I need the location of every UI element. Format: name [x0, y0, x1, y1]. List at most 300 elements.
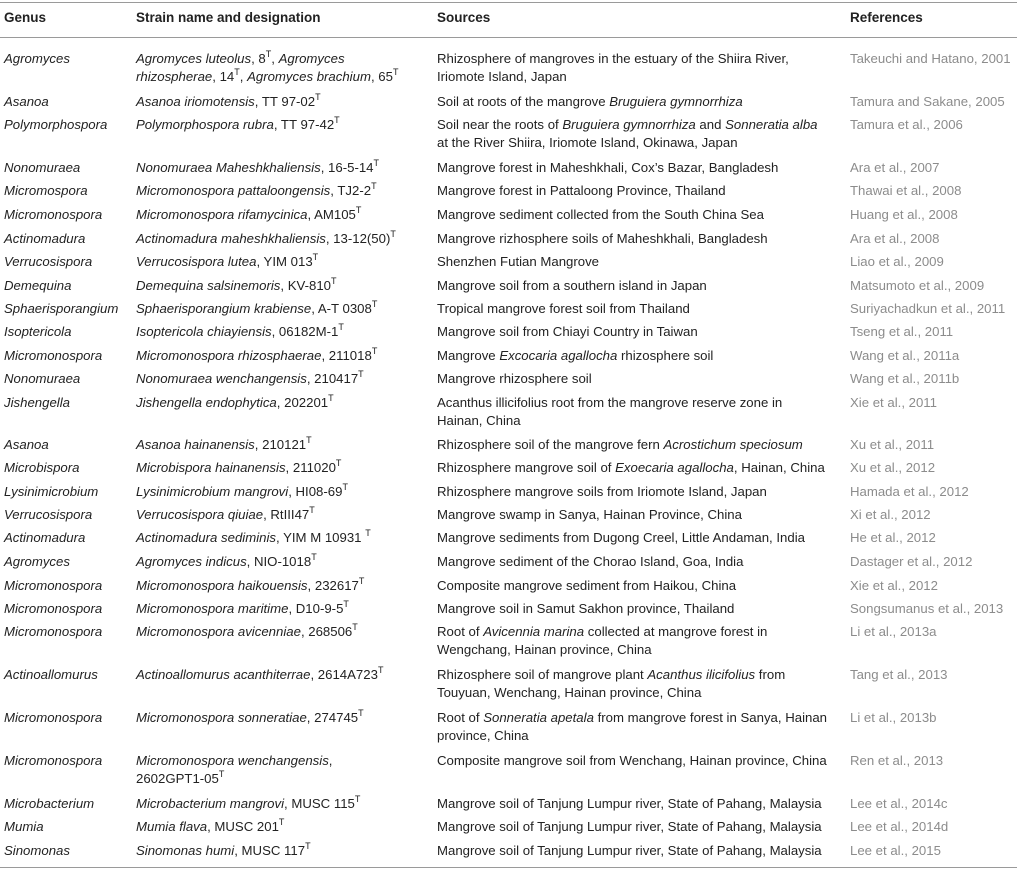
source-species: Bruguiera gymnorrhiza — [562, 117, 696, 132]
strain-line — [136, 323, 344, 341]
strain-line — [136, 842, 311, 860]
type-strain-mark: T — [328, 393, 334, 403]
reference-link[interactable]: Xie et al., 2012 — [850, 578, 938, 593]
source-line — [437, 727, 827, 745]
strain-cell — [136, 93, 321, 111]
type-strain-mark: T — [392, 67, 399, 77]
strain-cell — [136, 600, 349, 618]
species-name: Mumia flava — [136, 819, 208, 834]
species-name: Actinoallomurus acanthiterrae — [136, 667, 311, 682]
strain-line — [136, 68, 398, 86]
species-name: Polymorphospora rubra — [136, 117, 274, 132]
genus-cell: Actinomadura — [4, 231, 86, 246]
strain-line — [136, 709, 364, 727]
strain-designation: , 65 — [370, 69, 393, 84]
source-line — [437, 818, 822, 836]
strain-cell — [136, 709, 364, 727]
species-name: Micromonospora maritime — [136, 601, 289, 616]
strain-cell — [136, 347, 377, 365]
genus-cell: Sphaerisporangium — [4, 301, 119, 316]
source-text: Rhizosphere mangrove soils from Iriomote Island, Japan — [437, 484, 767, 499]
source-text: Mangrove forest in Pattaloong Province, Thailand — [437, 183, 726, 198]
source-line — [437, 323, 698, 341]
source-cell — [437, 795, 822, 813]
source-cell — [437, 529, 805, 547]
source-species: Avicennia marina — [483, 624, 585, 639]
type-strain-mark: T — [305, 841, 311, 851]
species-name: Micromonospora sonneratiae — [136, 710, 307, 725]
source-cell — [437, 159, 778, 177]
genus-cell: Verrucosispora — [4, 254, 93, 269]
genus-cell: Micromonospora — [4, 624, 103, 639]
species-name: Jishengella endophytica — [136, 395, 277, 410]
strain-cell — [136, 206, 361, 224]
strain-line — [136, 770, 332, 788]
source-text: at the River Shiira, Iriomote Island, Okinawa, Japan — [437, 135, 738, 150]
type-strain-mark: T — [352, 622, 358, 632]
genus-cell: Micromonospora — [4, 601, 103, 616]
genus-cell: Micromonospora — [4, 710, 103, 725]
strain-line — [136, 277, 337, 295]
genus-cell: Verrucosispora — [4, 507, 93, 522]
type-strain-mark: T — [373, 158, 380, 168]
strain-cell — [136, 818, 284, 836]
reference-link[interactable]: Suriyachadkun et al., 2011 — [850, 301, 1006, 316]
source-text: Soil at roots of the mangrove — [437, 94, 610, 109]
genus-cell: Microbispora — [4, 460, 80, 475]
source-text: Rhizosphere of mangroves in the estuary of the Shiira River, — [437, 51, 789, 66]
genus-cell: Asanoa — [4, 437, 49, 452]
strain-designation: , 16-5-14 — [320, 160, 374, 175]
strain-designation: , 2614A723 — [310, 667, 378, 682]
strain-designation: , 202201 — [276, 395, 329, 410]
genus-cell: Lysinimicrobium — [4, 484, 99, 499]
strain-line — [136, 116, 340, 134]
species-name: Micromonospora wenchangensis — [136, 753, 329, 768]
type-strain-mark: T — [371, 181, 377, 191]
source-cell — [437, 506, 742, 524]
species-name: Verrucosispora lutea — [136, 254, 257, 269]
genus-cell: Polymorphospora — [4, 117, 108, 132]
strain-line — [136, 347, 377, 365]
species-name: Actinomadura sediminis — [136, 530, 276, 545]
header-strain: Strain name and designation — [136, 10, 321, 25]
source-text: Composite mangrove sediment from Haikou, China — [437, 578, 737, 593]
strain-designation: , 06182M-1 — [271, 324, 339, 339]
strain-designation: , YIM 013 — [256, 254, 313, 269]
source-line — [437, 709, 827, 727]
type-strain-mark: T — [278, 817, 285, 827]
source-cell — [437, 300, 690, 318]
strain-cell — [136, 666, 383, 684]
source-text: Rhizosphere soil of mangrove plant — [437, 667, 648, 682]
type-strain-mark: T — [315, 92, 321, 102]
type-strain-mark: T — [265, 49, 272, 59]
genus-cell: Micromonospora — [4, 348, 103, 363]
reference-link[interactable]: Xi et al., 2012 — [850, 507, 931, 522]
source-text: Mangrove soil from a southern island in Japan — [437, 278, 707, 293]
genus-cell: Asanoa — [4, 94, 49, 109]
reference-link[interactable]: Ren et al., 2013 — [850, 753, 944, 768]
reference-link[interactable]: Liao et al., 2009 — [850, 254, 944, 269]
source-text: Mangrove sediment of the Chorao Island, Goa, India — [437, 554, 744, 569]
source-text: and — [695, 117, 726, 132]
genus-cell: Nonomuraea — [4, 371, 81, 386]
source-line — [437, 50, 789, 68]
source-text: collected at mangrove forest in — [584, 624, 768, 639]
source-cell — [437, 818, 822, 836]
strain-line — [136, 818, 284, 836]
type-strain-mark: T — [371, 299, 378, 309]
source-cell — [437, 206, 764, 224]
strain-cell — [136, 577, 364, 595]
type-strain-mark: T — [218, 769, 225, 779]
source-species: Bruguiera gymnorrhiza — [609, 94, 743, 109]
source-text: Acanthus illicifolius root from the mangrove reserve zone in — [437, 395, 783, 410]
genus-cell: Mumia — [4, 819, 44, 834]
source-text: Mangrove soil in Samut Sakhon province, Thailand — [437, 601, 735, 616]
strain-designation: , HI08-69 — [288, 484, 343, 499]
source-species: Excocaria agallocha — [499, 348, 618, 363]
type-strain-mark: T — [358, 369, 364, 379]
strain-line — [136, 370, 364, 388]
source-cell — [437, 600, 734, 618]
strain-cell — [136, 116, 340, 134]
reference-link[interactable]: Hamada et al., 2012 — [850, 484, 969, 499]
genus-cell: Agromyces — [4, 51, 70, 66]
species-name: Agromyces — [278, 51, 345, 66]
strain-cell — [136, 300, 377, 318]
strain-line — [136, 436, 312, 454]
species-name: Asanoa hainanensis — [136, 437, 255, 452]
strain-designation: , AM105 — [307, 207, 356, 222]
strain-cell — [136, 752, 332, 788]
reference-link[interactable]: Takeuchi and Hatano, 2001 — [850, 51, 1011, 66]
genus-cell: Isoptericola — [4, 324, 72, 339]
strain-designation: , 8 — [251, 51, 266, 66]
source-text: Tropical mangrove forest soil from Thailand — [437, 301, 690, 316]
strain-cell — [136, 623, 358, 641]
strain-line — [136, 159, 379, 177]
strain-designation: , 274745 — [306, 710, 359, 725]
reference-link[interactable]: Ara et al., 2008 — [850, 231, 940, 246]
type-strain-mark: T — [354, 794, 361, 804]
strain-designation: , 13-12(50) — [325, 231, 391, 246]
type-strain-mark: T — [309, 505, 315, 515]
strain-line — [136, 253, 318, 271]
strain-designation: , 232617 — [307, 578, 359, 593]
source-line — [437, 159, 778, 177]
source-text: Mangrove — [437, 348, 500, 363]
strain-cell — [136, 553, 317, 571]
source-species: Sonneratia apetala — [483, 710, 594, 725]
source-line — [437, 666, 785, 684]
genus-cell: Demequina — [4, 278, 72, 293]
strain-line — [136, 795, 360, 813]
source-text: Hainan, China — [437, 413, 521, 428]
reference-link[interactable]: Huang et al., 2008 — [850, 207, 958, 222]
source-text: from mangrove forest in Sanya, Hainan — [593, 710, 827, 725]
species-name: Micromonospora rifamycinica — [136, 207, 308, 222]
strain-designation: , MUSC 115 — [284, 796, 355, 811]
source-cell — [437, 577, 736, 595]
type-strain-mark: T — [358, 576, 365, 586]
source-text: Touyuan, Wenchang, Hainan province, China — [437, 685, 702, 700]
type-strain-mark: T — [331, 276, 337, 286]
source-line — [437, 553, 743, 571]
source-text: Rhizosphere soil of the mangrove fern — [437, 437, 664, 452]
type-strain-mark: T — [390, 229, 396, 239]
source-text: Mangrove rhizosphere soil — [437, 371, 592, 386]
strain-designation: , TT 97-02 — [254, 94, 316, 109]
strain-designation: , 14 — [212, 69, 235, 84]
genus-cell: Nonomuraea — [4, 160, 81, 175]
source-species: Acrostichum speciosum — [663, 437, 803, 452]
strain-line — [136, 206, 361, 224]
strain-cell — [136, 394, 334, 412]
reference-link[interactable]: Li et al., 2013a — [850, 624, 937, 639]
reference-link[interactable]: Songsumanus et al., 2013 — [850, 601, 1004, 616]
source-line — [437, 577, 736, 595]
source-cell — [437, 436, 803, 454]
species-name: rhizospherae — [136, 69, 213, 84]
type-strain-mark: T — [234, 67, 240, 77]
source-cell — [437, 253, 599, 271]
strain-designation: , MUSC 117 — [234, 843, 306, 858]
source-cell — [437, 323, 698, 341]
type-strain-mark: T — [343, 599, 349, 609]
source-line — [437, 842, 822, 860]
species-name: Micromonospora haikouensis — [136, 578, 308, 593]
strain-designation: , 268506 — [300, 624, 353, 639]
header-references: References — [850, 10, 923, 25]
source-line — [437, 134, 818, 152]
type-strain-mark: T — [365, 528, 371, 538]
species-name: Asanoa iriomotensis — [136, 94, 255, 109]
source-text: Soil near the roots of — [437, 117, 563, 132]
genus-cell: Jishengella — [4, 395, 70, 410]
strain-cell — [136, 253, 318, 271]
strain-designation: , KV-810 — [280, 278, 331, 293]
type-strain-mark: T — [377, 665, 384, 675]
reference-link[interactable]: Dastager et al., 2012 — [850, 554, 973, 569]
source-line — [437, 436, 803, 454]
species-name: Nonomuraea Maheshkhaliensis — [136, 160, 321, 175]
table-bottom-rule — [0, 867, 1017, 868]
species-name: Micromonospora pattaloongensis — [136, 183, 331, 198]
source-line — [437, 300, 690, 318]
source-cell — [437, 709, 827, 745]
strain-line — [136, 577, 364, 595]
reference-link[interactable]: Lee et al., 2015 — [850, 843, 941, 858]
species-name: Agromyces indicus — [136, 554, 247, 569]
strain-line — [136, 600, 349, 618]
source-text: Rhizosphere mangrove soil of — [437, 460, 616, 475]
source-text: Root of — [437, 710, 484, 725]
species-name: Microbispora hainanensis — [136, 460, 286, 475]
source-line — [437, 394, 782, 412]
source-cell — [437, 370, 592, 388]
source-line — [437, 752, 827, 770]
genus-cell: Actinoallomurus — [4, 667, 98, 682]
species-name: Nonomuraea wenchangensis — [136, 371, 307, 386]
strain-designation: , YIM M 10931 — [276, 530, 366, 545]
strain-line — [136, 553, 317, 571]
source-cell — [437, 553, 743, 571]
source-line — [437, 600, 734, 618]
reference-link[interactable]: Thawai et al., 2008 — [850, 183, 962, 198]
source-text: province, China — [437, 728, 529, 743]
source-cell — [437, 483, 767, 501]
source-line — [437, 230, 768, 248]
source-text: rhizosphere soil — [617, 348, 714, 363]
species-name: Lysinimicrobium mangrovi — [136, 484, 289, 499]
reference-link[interactable]: Lee et al., 2014d — [850, 819, 949, 834]
strain-designation: , — [271, 51, 279, 66]
species-name: Isoptericola chiayiensis — [136, 324, 272, 339]
source-cell — [437, 230, 768, 248]
source-text: Mangrove forest in Maheshkhali, Cox’s Bazar, Bangladesh — [437, 160, 779, 175]
species-name: Agromyces brachium — [247, 69, 371, 84]
source-line — [437, 623, 767, 641]
source-line — [437, 68, 789, 86]
type-strain-mark: T — [311, 552, 317, 562]
source-line — [437, 483, 767, 501]
reference-link[interactable]: Xu et al., 2012 — [850, 460, 936, 475]
source-line — [437, 116, 818, 134]
source-cell — [437, 182, 726, 200]
source-cell — [437, 623, 767, 659]
reference-link[interactable]: Wang et al., 2011b — [850, 371, 960, 386]
reference-link[interactable]: Lee et al., 2014c — [850, 796, 948, 811]
source-cell — [437, 116, 818, 152]
source-text: Mangrove swamp in Sanya, Hainan Province, China — [437, 507, 742, 522]
source-cell — [437, 394, 782, 430]
source-cell — [437, 50, 789, 86]
reference-link[interactable]: Xie et al., 2011 — [850, 395, 937, 410]
genus-cell: Actinomadura — [4, 530, 86, 545]
source-text: Mangrove soil of Tanjung Lumpur river, State of Pahang, Malaysia — [437, 796, 822, 811]
source-text: Wengchang, Hainan province, China — [437, 642, 652, 657]
source-line — [437, 347, 713, 365]
strain-line — [136, 483, 348, 501]
strain-designation: , 210417 — [306, 371, 359, 386]
type-strain-mark: T — [371, 346, 378, 356]
type-strain-mark: T — [355, 205, 362, 215]
strain-line — [136, 752, 332, 770]
source-line — [437, 529, 805, 547]
species-name: Agromyces luteolus — [136, 51, 252, 66]
reference-link[interactable]: Li et al., 2013b — [850, 710, 937, 725]
strain-designation: , MUSC 201 — [207, 819, 279, 834]
source-cell — [437, 347, 713, 365]
genus-cell: Micromonospora — [4, 578, 103, 593]
source-line — [437, 370, 592, 388]
source-text: from — [755, 667, 786, 682]
strain-cell — [136, 277, 337, 295]
source-text: Root of — [437, 624, 484, 639]
strain-line — [136, 93, 321, 111]
strain-designation: , TT 97-42 — [273, 117, 335, 132]
strain-designation: , A-T 0308 — [311, 301, 372, 316]
strain-designation: , NIO-1018 — [246, 554, 312, 569]
strain-cell — [136, 230, 396, 248]
source-cell — [437, 842, 822, 860]
source-line — [437, 253, 599, 271]
genus-cell: Micromospora — [4, 183, 88, 198]
reference-link[interactable]: He et al., 2012 — [850, 530, 936, 545]
reference-link[interactable]: Xu et al., 2011 — [850, 437, 935, 452]
reference-link[interactable]: Tamura et al., 2006 — [850, 117, 963, 132]
reference-link[interactable]: Tang et al., 2013 — [850, 667, 948, 682]
reference-link[interactable]: Tamura and Sakane, 2005 — [850, 94, 1005, 109]
species-name: Micromonospora rhizosphaerae — [136, 348, 322, 363]
strain-line — [136, 394, 334, 412]
genus-cell: Sinomonas — [4, 843, 70, 858]
strain-line — [136, 459, 341, 477]
reference-link[interactable]: Wang et al., 2011a — [850, 348, 960, 363]
reference-link[interactable]: Tseng et al., 2011 — [850, 324, 954, 339]
source-text: Shenzhen Futian Mangrove — [437, 254, 600, 269]
source-cell — [437, 459, 825, 477]
type-strain-mark: T — [306, 435, 312, 445]
strain-designation: , D10-9-5 — [288, 601, 344, 616]
strain-line — [136, 230, 396, 248]
strain-cell — [136, 370, 364, 388]
strain-designation: , 211020 — [285, 460, 336, 475]
source-line — [437, 412, 782, 430]
source-line — [437, 795, 822, 813]
strain-designation: , 210121 — [254, 437, 307, 452]
source-cell — [437, 277, 707, 295]
genus-cell: Micromonospora — [4, 753, 103, 768]
strain-cell — [136, 506, 315, 524]
source-line — [437, 506, 742, 524]
strain-cell — [136, 50, 398, 86]
strain-cell — [136, 529, 371, 547]
strain-line — [136, 623, 358, 641]
source-text: Iriomote Island, Japan — [437, 69, 567, 84]
source-text: Composite mangrove soil from Wenchang, Hainan province, China — [437, 753, 827, 768]
reference-link[interactable]: Ara et al., 2007 — [850, 160, 940, 175]
species-name: Sinomonas humi — [136, 843, 235, 858]
source-text: Mangrove soil of Tanjung Lumpur river, State of Pahang, Malaysia — [437, 819, 822, 834]
strain-designation: , RtIII47 — [263, 507, 310, 522]
source-text: Mangrove rizhosphere soils of Maheshkhali, Bangladesh — [437, 231, 768, 246]
species-name: Microbacterium mangrovi — [136, 796, 285, 811]
strain-cell — [136, 159, 379, 177]
genus-cell: Micromonospora — [4, 207, 103, 222]
strain-line — [136, 300, 377, 318]
source-line — [437, 459, 825, 477]
species-name: Demequina salsinemoris — [136, 278, 281, 293]
source-cell — [437, 752, 827, 770]
strain-line — [136, 666, 383, 684]
source-cell — [437, 666, 785, 702]
source-species: Acanthus ilicifolius — [647, 667, 756, 682]
header-sources: Sources — [437, 10, 491, 25]
header-genus: Genus — [4, 10, 47, 25]
strain-line — [136, 506, 315, 524]
reference-link[interactable]: Matsumoto et al., 2009 — [850, 278, 985, 293]
source-text: Mangrove sediment collected from the South China Sea — [437, 207, 764, 222]
type-strain-mark: T — [335, 458, 342, 468]
species-name: Sphaerisporangium krabiense — [136, 301, 312, 316]
source-line — [437, 93, 743, 111]
strain-cell — [136, 182, 377, 200]
source-line — [437, 641, 767, 659]
strain-line — [136, 529, 371, 547]
